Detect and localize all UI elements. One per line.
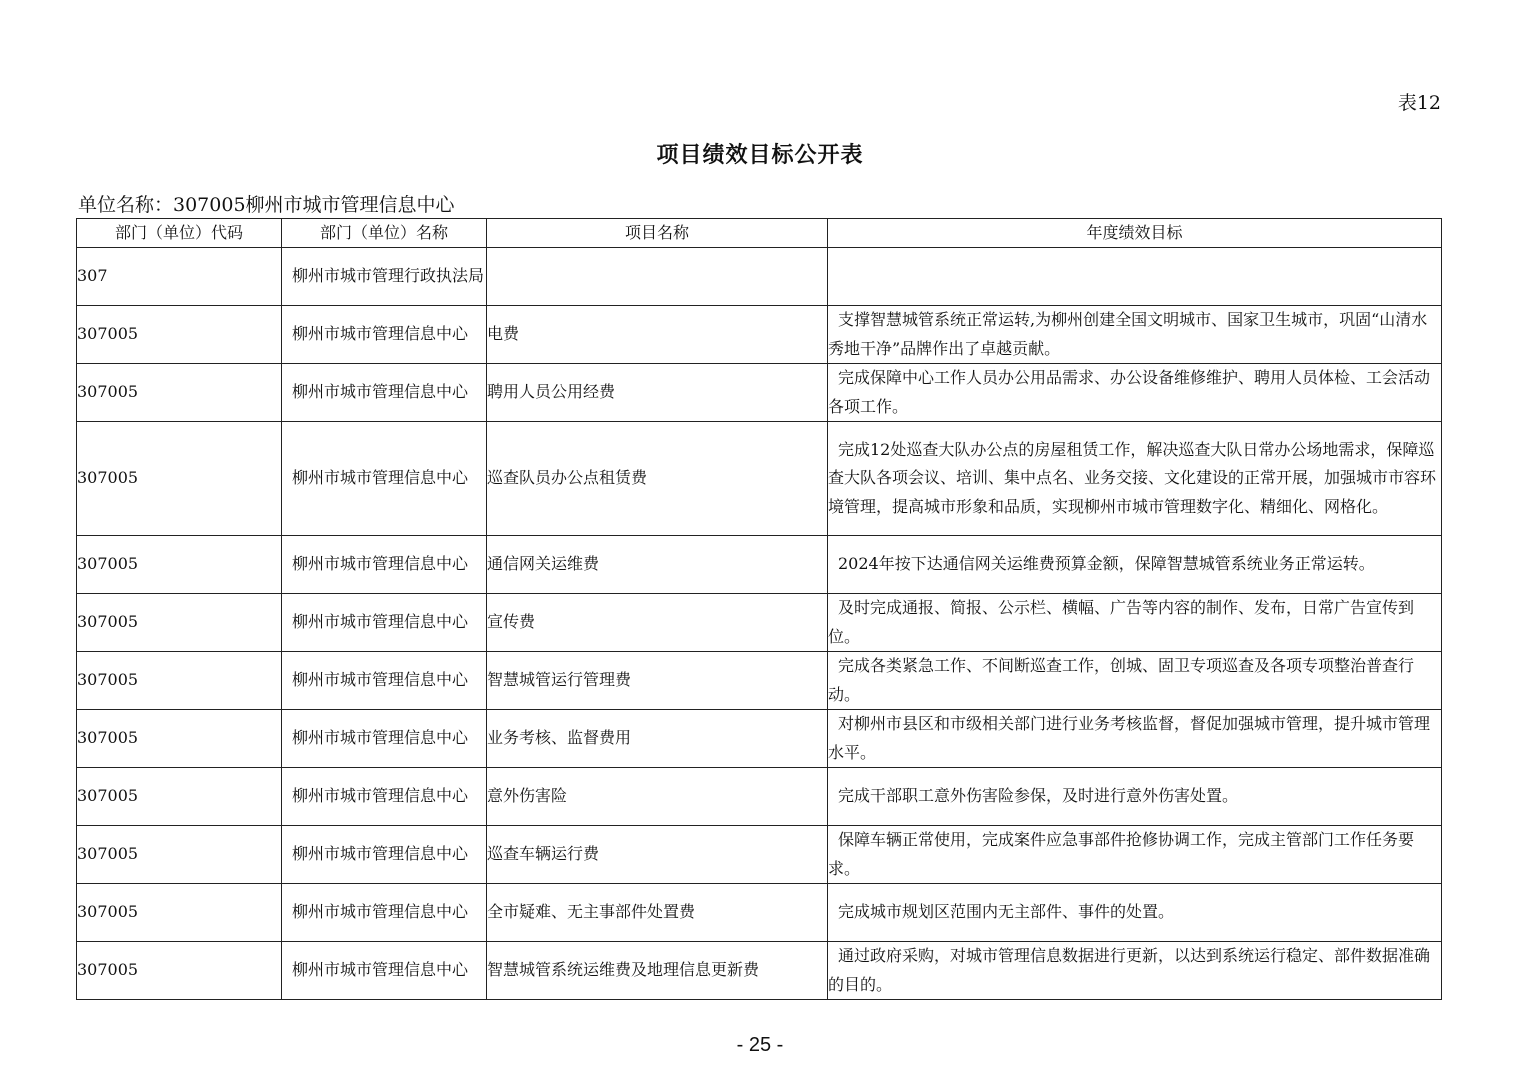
cell-name-text: 柳州市城市管理信息中心 bbox=[292, 786, 469, 806]
table-row bbox=[77, 652, 1442, 710]
cell-goal-text: 完成城市规划区范围内无主部件、事件的处置。 bbox=[838, 902, 1175, 922]
cell-name bbox=[282, 422, 487, 536]
cell-project: 电费 bbox=[487, 306, 828, 364]
cell-project: 巡查队员办公点租赁费 bbox=[487, 422, 828, 536]
cell-goal bbox=[828, 884, 1442, 942]
cell-code: 307005 bbox=[77, 594, 282, 652]
cell-goal-text: 及时完成通报、简报、公示栏、横幅、广告等内容的制作、发布，日常广告宣传到位。 bbox=[828, 598, 1415, 646]
cell-goal-text: 对柳州市县区和市级相关部门进行业务考核监督，督促加强城市管理，提升城市管理水平。 bbox=[828, 714, 1431, 762]
cell-goal bbox=[828, 710, 1442, 768]
cell-name bbox=[282, 248, 487, 306]
table-number: 表12 bbox=[1397, 92, 1441, 114]
table-row bbox=[77, 594, 1442, 652]
cell-name-text: 柳州市城市管理信息中心 bbox=[292, 670, 469, 690]
cell-goal bbox=[828, 306, 1442, 364]
table-row bbox=[77, 942, 1442, 1000]
cell-name-text: 柳州市城市管理信息中心 bbox=[292, 960, 469, 980]
header-name: 部门（单位）名称 bbox=[282, 219, 487, 248]
cell-project: 巡查车辆运行费 bbox=[487, 826, 828, 884]
cell-name bbox=[282, 594, 487, 652]
cell-goal bbox=[828, 768, 1442, 826]
cell-name-text: 柳州市城市管理信息中心 bbox=[292, 612, 469, 632]
cell-code: 307005 bbox=[77, 826, 282, 884]
cell-name-text: 柳州市城市管理信息中心 bbox=[292, 324, 469, 344]
cell-goal-text: 2024年按下达通信网关运维费预算金额，保障智慧城管系统业务正常运转。 bbox=[838, 554, 1375, 574]
cell-name-text: 柳州市城市管理行政执法局 bbox=[292, 266, 485, 286]
cell-name bbox=[282, 306, 487, 364]
header-code: 部门（单位）代码 bbox=[77, 219, 282, 248]
cell-goal-text: 保障车辆正常使用，完成案件应急事部件抢修协调工作，完成主管部门工作任务要求。 bbox=[828, 830, 1415, 878]
table-header-row bbox=[77, 219, 1442, 248]
table-row bbox=[77, 248, 1442, 306]
cell-goal-text: 支撑智慧城管系统正常运转,为柳州创建全国文明城市、国家卫生城市，巩固“山清水秀地干净”品牌作出了卓越贡献。 bbox=[828, 310, 1428, 358]
page-number: - 25 - bbox=[736, 1034, 784, 1056]
cell-name-text: 柳州市城市管理信息中心 bbox=[292, 902, 469, 922]
cell-code: 307005 bbox=[77, 652, 282, 710]
cell-project: 通信网关运维费 bbox=[487, 536, 828, 594]
cell-code: 307005 bbox=[77, 306, 282, 364]
table-row bbox=[77, 826, 1442, 884]
cell-name bbox=[282, 768, 487, 826]
cell-goal bbox=[828, 826, 1442, 884]
cell-project: 业务考核、监督费用 bbox=[487, 710, 828, 768]
cell-name bbox=[282, 826, 487, 884]
cell-project: 聘用人员公用经费 bbox=[487, 364, 828, 422]
cell-goal bbox=[828, 942, 1442, 1000]
cell-project: 智慧城管运行管理费 bbox=[487, 652, 828, 710]
cell-goal bbox=[828, 248, 1442, 306]
cell-project bbox=[487, 248, 828, 306]
cell-code: 307005 bbox=[77, 768, 282, 826]
table-row bbox=[77, 768, 1442, 826]
table-row bbox=[77, 884, 1442, 942]
cell-goal bbox=[828, 364, 1442, 422]
cell-goal-text: 完成保障中心工作人员办公用品需求、办公设备维修维护、聘用人员体检、工会活动各项工作。 bbox=[828, 368, 1431, 416]
cell-name-text: 柳州市城市管理信息中心 bbox=[292, 382, 469, 402]
cell-goal bbox=[828, 536, 1442, 594]
cell-goal bbox=[828, 422, 1442, 536]
cell-code: 307005 bbox=[77, 884, 282, 942]
page-title: 项目绩效目标公开表 bbox=[656, 143, 864, 168]
performance-goal-table bbox=[76, 218, 1442, 1000]
cell-project: 智慧城管系统运维费及地理信息更新费 bbox=[487, 942, 828, 1000]
table-row bbox=[77, 422, 1442, 536]
table-row bbox=[77, 536, 1442, 594]
cell-code: 307005 bbox=[77, 364, 282, 422]
cell-goal bbox=[828, 594, 1442, 652]
cell-name-text: 柳州市城市管理信息中心 bbox=[292, 728, 469, 748]
cell-goal-text: 完成干部职工意外伤害险参保，及时进行意外伤害处置。 bbox=[838, 786, 1239, 806]
cell-code: 307005 bbox=[77, 422, 282, 536]
cell-name-text: 柳州市城市管理信息中心 bbox=[292, 844, 469, 864]
cell-name bbox=[282, 652, 487, 710]
cell-code: 307005 bbox=[77, 710, 282, 768]
header-goal: 年度绩效目标 bbox=[828, 219, 1442, 248]
cell-project: 全市疑难、无主事部件处置费 bbox=[487, 884, 828, 942]
cell-project: 意外伤害险 bbox=[487, 768, 828, 826]
cell-code: 307005 bbox=[77, 942, 282, 1000]
cell-code: 307005 bbox=[77, 536, 282, 594]
cell-code: 307 bbox=[77, 248, 282, 306]
table-row bbox=[77, 364, 1442, 422]
cell-goal bbox=[828, 652, 1442, 710]
cell-goal-text: 完成12处巡查大队办公点的房屋租赁工作，解决巡查大队日常办公场地需求，保障巡查大队各项会议、培训、集中点名、业务交接、文化建设的正常开展，加强城市市容环境管理，提高城市形象和品质，实现柳州市城市管理数字化、精细化、网格化。 bbox=[828, 439, 1437, 516]
cell-goal-text: 通过政府采购，对城市管理信息数据进行更新，以达到系统运行稳定、部件数据准确的目的。 bbox=[828, 946, 1431, 994]
table-row bbox=[77, 306, 1442, 364]
cell-name bbox=[282, 942, 487, 1000]
cell-name bbox=[282, 364, 487, 422]
cell-project: 宣传费 bbox=[487, 594, 828, 652]
cell-name-text: 柳州市城市管理信息中心 bbox=[292, 554, 469, 574]
cell-name bbox=[282, 536, 487, 594]
cell-name bbox=[282, 710, 487, 768]
cell-name-text: 柳州市城市管理信息中心 bbox=[292, 468, 469, 488]
cell-goal-text: 完成各类紧急工作、不间断巡查工作，创城、固卫专项巡查及各项专项整治普查行动。 bbox=[828, 656, 1415, 704]
table-row bbox=[77, 710, 1442, 768]
unit-name-line: 单位名称：307005柳州市城市管理信息中心 bbox=[78, 194, 455, 216]
header-project: 项目名称 bbox=[487, 219, 828, 248]
cell-name bbox=[282, 884, 487, 942]
